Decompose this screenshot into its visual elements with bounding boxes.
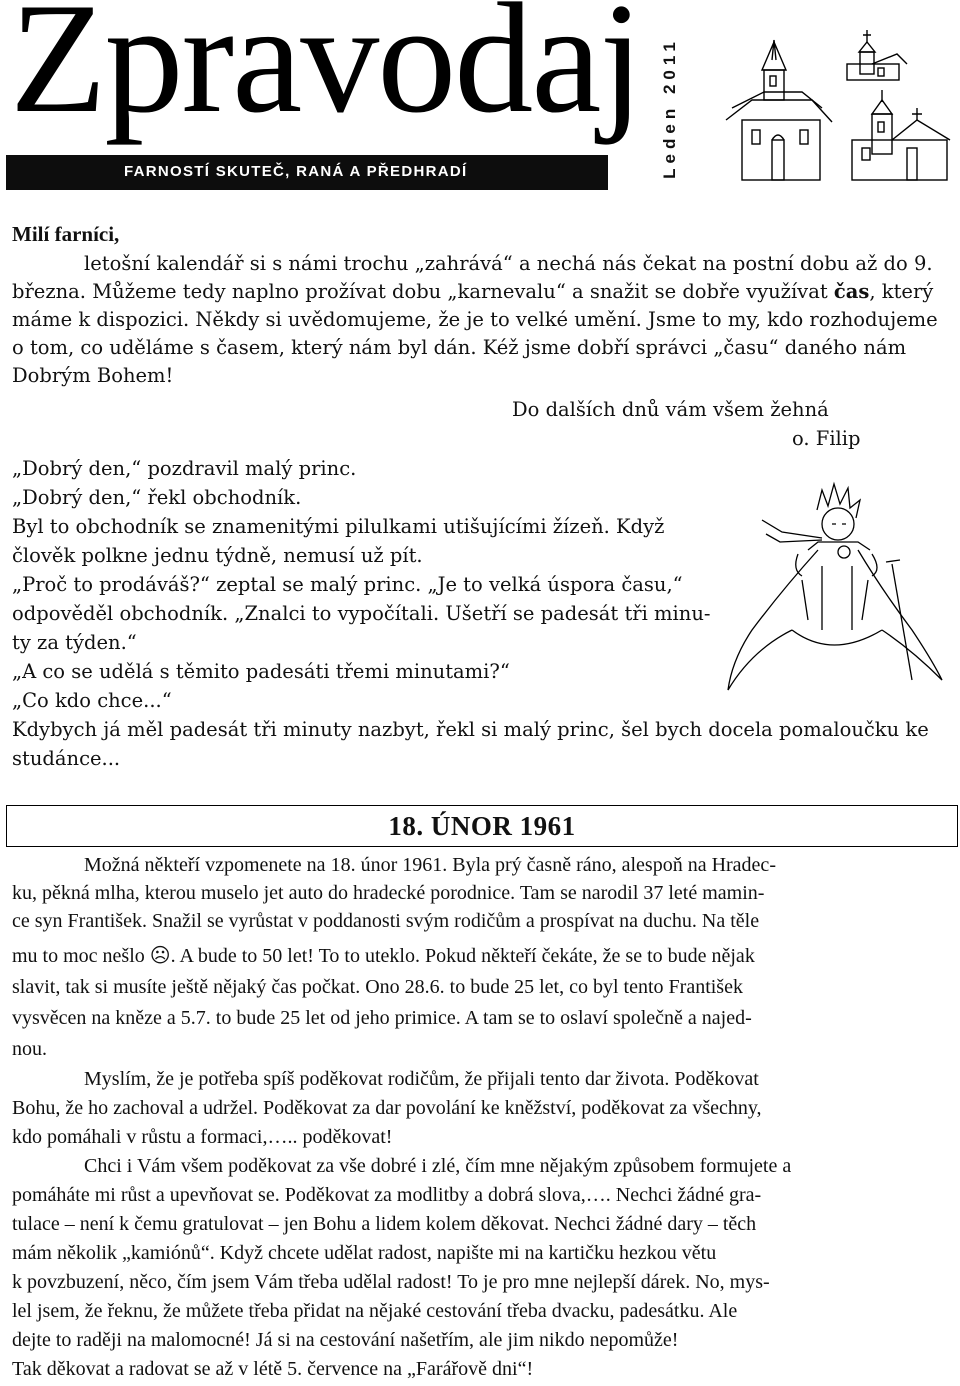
greeting: Milí farníci, bbox=[12, 222, 120, 246]
article-line: Tak děkovat a radovat se až v létě 5. července na „Farářově dni“! bbox=[12, 1358, 534, 1380]
letter-emphasis: čas bbox=[833, 280, 870, 303]
letter-signature: o. Filip bbox=[792, 427, 861, 450]
article-line: k povzbuzení, něco, čím jsem Vám třeba udělal radost! To je pro mne nejlepší dárek. No, mys- bbox=[12, 1271, 770, 1293]
issue-date-text: Leden 2011 bbox=[660, 37, 679, 179]
letter-closing: Do dalších dnů vám všem žehná bbox=[512, 398, 829, 421]
letter-line: Dobrým Bohem! bbox=[12, 364, 174, 387]
article-line: ku, pěkná mlha, kterou muselo jet auto do hradecké porodnice. Tam se narodil 37 leté mamin- bbox=[12, 882, 765, 904]
letter-line: letošní kalendář si s námi trochu „zahrává“ a nechá nás čekat na postní dobu až do 9. bbox=[84, 252, 933, 275]
story-line: ty za týden.“ bbox=[12, 631, 137, 654]
article-line: pomáháte mi růst a upevňovat se. Poděkovat za modlitby a dobrá slova,…. Nechci žádné gra- bbox=[12, 1184, 762, 1206]
article-line: ce syn František. Snažil se vyrůstat v poddanosti svým rodičům a prospívat na duchu. Na těle bbox=[12, 910, 760, 932]
article-line: Možná někteří vzpomenete na 18. únor 1961. Byla prý časně ráno, alespoň na Hradec- bbox=[84, 854, 776, 876]
story-line: odpověděl obchodník. „Znalci to vypočítali. Ušetří se padesát tři minu- bbox=[12, 602, 711, 625]
story-line: „Dobrý den,“ řekl obchodník. bbox=[12, 486, 302, 509]
letter-line bbox=[12, 278, 933, 306]
story-line: studánce... bbox=[12, 747, 121, 770]
parish-banner-text: FARNOSTÍ SKUTEČ, RANÁ A PŘEDHRADÍ bbox=[124, 163, 468, 180]
story-line: člověk polkne jednu týdně, nemusí už pít. bbox=[12, 544, 423, 567]
story-line: „Dobrý den,“ pozdravil malý princ. bbox=[12, 457, 357, 480]
article-line: mu to moc nešlo ☹. A bude to 50 let! To to uteklo. Pokud někteří čekáte, že se to bude nějak bbox=[12, 945, 755, 967]
story-line: „Proč to prodáváš?“ zeptal se malý princ. „Je to velká úspora času,“ bbox=[12, 573, 683, 596]
churches-illustration bbox=[712, 30, 952, 195]
article-line: dejte to raději na malomocné! Já si na cestování našetřím, ale jim nikdo nepomůže! bbox=[12, 1329, 679, 1351]
story-line: „A co se udělá s těmito padesáti třemi minutami?“ bbox=[12, 660, 510, 683]
story-line: Byl to obchodník se znamenitými pilulkami utišujícími žízeň. Když bbox=[12, 515, 665, 538]
article-line: Bohu, že ho zachoval a udržel. Poděkovat za dar povolání ke kněžství, poděkovat za všechny, bbox=[12, 1097, 762, 1119]
letter-line: máme k dispozici. Někdy si uvědomujeme, že je to velké umění. Jsme to my, kdo rozhodujeme bbox=[12, 308, 938, 331]
article-heading-box bbox=[6, 805, 958, 847]
article-line: Myslím, že je potřeba spíš poděkovat rodičům, že přijali tento dar života. Poděkovat bbox=[84, 1068, 759, 1090]
article-line: lel jsem, že řeknu, že můžete třeba přidat na nějaké cestování třeba dvacku, padesátku. Ale bbox=[12, 1300, 738, 1322]
article-line: tulace – není k čemu gratulovat – jen Bohu a lidem kolem děkovat. Nechci žádné dary – těch bbox=[12, 1213, 757, 1235]
parish-banner bbox=[6, 155, 608, 190]
article-line: vysvěcen na kněze a 5.7. to bude 25 let od jeho primice. A tam se to oslaví společně a najed- bbox=[12, 1007, 752, 1029]
article-line: kdo pomáhali v růstu a formaci,….. poděkovat! bbox=[12, 1126, 393, 1148]
letter-line: o tom, co uděláme s časem, který nám byl dán. Kéž jsme dobří správci „času“ daného nám bbox=[12, 336, 907, 359]
letter-text: , který bbox=[869, 280, 934, 303]
article-line: mám několik „kamiónů“. Když chcete udělat radost, napište mi na kartičku hezkou větu bbox=[12, 1242, 717, 1264]
newsletter-title: Zpravodaj bbox=[10, 0, 642, 146]
article-line: nou. bbox=[12, 1038, 47, 1060]
issue-date bbox=[640, 28, 700, 188]
article-line: Chci i Vám všem poděkovat za vše dobré i zlé, čím mne nějakým způsobem formujete a bbox=[84, 1155, 792, 1177]
masthead bbox=[0, 0, 960, 200]
little-prince-illustration bbox=[722, 480, 947, 730]
story-line: „Co kdo chce...“ bbox=[12, 689, 172, 712]
letter-text: března. Můžeme tedy naplno prožívat dobu „karnevalu“ a snažit se dobře využívat bbox=[12, 280, 828, 303]
story-line: Kdybych já měl padesát tři minuty nazbyt, řekl si malý princ, šel bych docela pomaloučku ke bbox=[12, 718, 929, 741]
article-line: slavit, tak si musíte ještě nějaký čas počkat. Ono 28.6. to bude 25 let, co byl tento František bbox=[12, 976, 743, 998]
article-heading: 18. ÚNOR 1961 bbox=[388, 811, 576, 841]
